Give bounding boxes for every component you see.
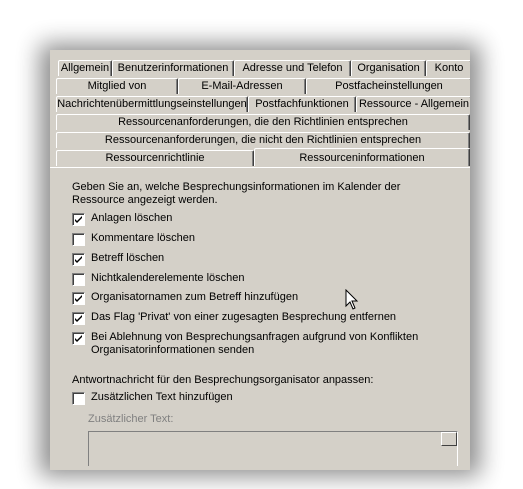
tab-organisation[interactable]: Organisation	[351, 60, 426, 76]
properties-dialog	[50, 50, 470, 470]
checkbox-label: Das Flag 'Privat' von einer zugesagten Besprechung entfernen	[91, 311, 397, 323]
checkbox[interactable]	[72, 292, 85, 305]
tab-nachrichtenuebermittlungseinstellungen[interactable]: Nachrichtenübermittlungseinstellungen	[57, 98, 247, 110]
checkbox[interactable]	[72, 392, 85, 405]
checkbox-label: Bei Ablehnung von Besprechungsanfragen aufgrund von Konflikten Organisatorinformationen senden	[91, 331, 419, 356]
checkbox-label: Betreff löschen	[91, 252, 165, 264]
tab-ressource-allgemein[interactable]: Ressource - Allgemein	[356, 96, 470, 112]
tab-ressourcenrichtlinie[interactable]: Ressourcenrichtlinie	[56, 150, 254, 166]
tab-benutzerinformationen[interactable]: Benutzerinformationen	[112, 60, 234, 76]
checkbox-label: Nichtkalenderelemente löschen	[91, 272, 245, 284]
additional-text-label: Zusätzlicher Text:	[88, 413, 174, 425]
tab-ressourceninformationen[interactable]: Ressourceninformationen	[254, 148, 470, 166]
tab-postfacheinstellungen[interactable]: Postfacheinstellungen	[306, 78, 470, 94]
tab-postfachfunktionen[interactable]: Postfachfunktionen	[248, 96, 356, 112]
checkmark-icon	[75, 216, 82, 223]
checkbox[interactable]	[72, 273, 85, 286]
tab-mitglied-von[interactable]: Mitglied von	[56, 78, 178, 94]
checkbox[interactable]	[72, 312, 85, 325]
checkbox[interactable]	[72, 332, 85, 345]
checkbox[interactable]	[72, 233, 85, 246]
mouse-pointer-icon	[345, 289, 359, 311]
checkmark-icon	[75, 295, 82, 302]
response-heading: Antwortnachricht für den Besprechungsorganisator anpassen:	[72, 374, 374, 386]
checkmark-icon	[75, 315, 82, 322]
checkmark-icon	[75, 335, 82, 342]
tab-ressourcenanforderungen-konform[interactable]: Ressourcenanforderungen, die den Richtlinien entsprechen	[56, 114, 470, 130]
additional-text-input[interactable]	[88, 431, 458, 466]
tab-ressourcenanforderungen-nicht-konform[interactable]: Ressourcenanforderungen, die nicht den Richtlinien entsprechen	[56, 132, 470, 148]
checkbox-label: Organisatornamen zum Betreff hinzufügen	[91, 291, 299, 303]
checkmark-icon	[75, 256, 82, 263]
scroll-up-button[interactable]	[441, 432, 457, 446]
tab-adresse-und-telefon[interactable]: Adresse und Telefon	[234, 60, 351, 76]
checkbox-label: Anlagen löschen	[91, 212, 173, 224]
checkbox-label: Kommentare löschen	[91, 232, 195, 244]
tab-allgemein[interactable]: Allgemein	[58, 60, 112, 76]
intro-text: Geben Sie an, welche Besprechungsinformationen im Kalender der Ressource angezeigt werden.	[72, 181, 401, 206]
tab-konto[interactable]: Konto	[426, 60, 470, 76]
tab-e-mail-adressen[interactable]: E-Mail-Adressen	[178, 78, 306, 94]
checkbox[interactable]	[72, 213, 85, 226]
checkbox[interactable]	[72, 253, 85, 266]
checkbox-label: Zusätzlichen Text hinzufügen	[91, 391, 233, 403]
